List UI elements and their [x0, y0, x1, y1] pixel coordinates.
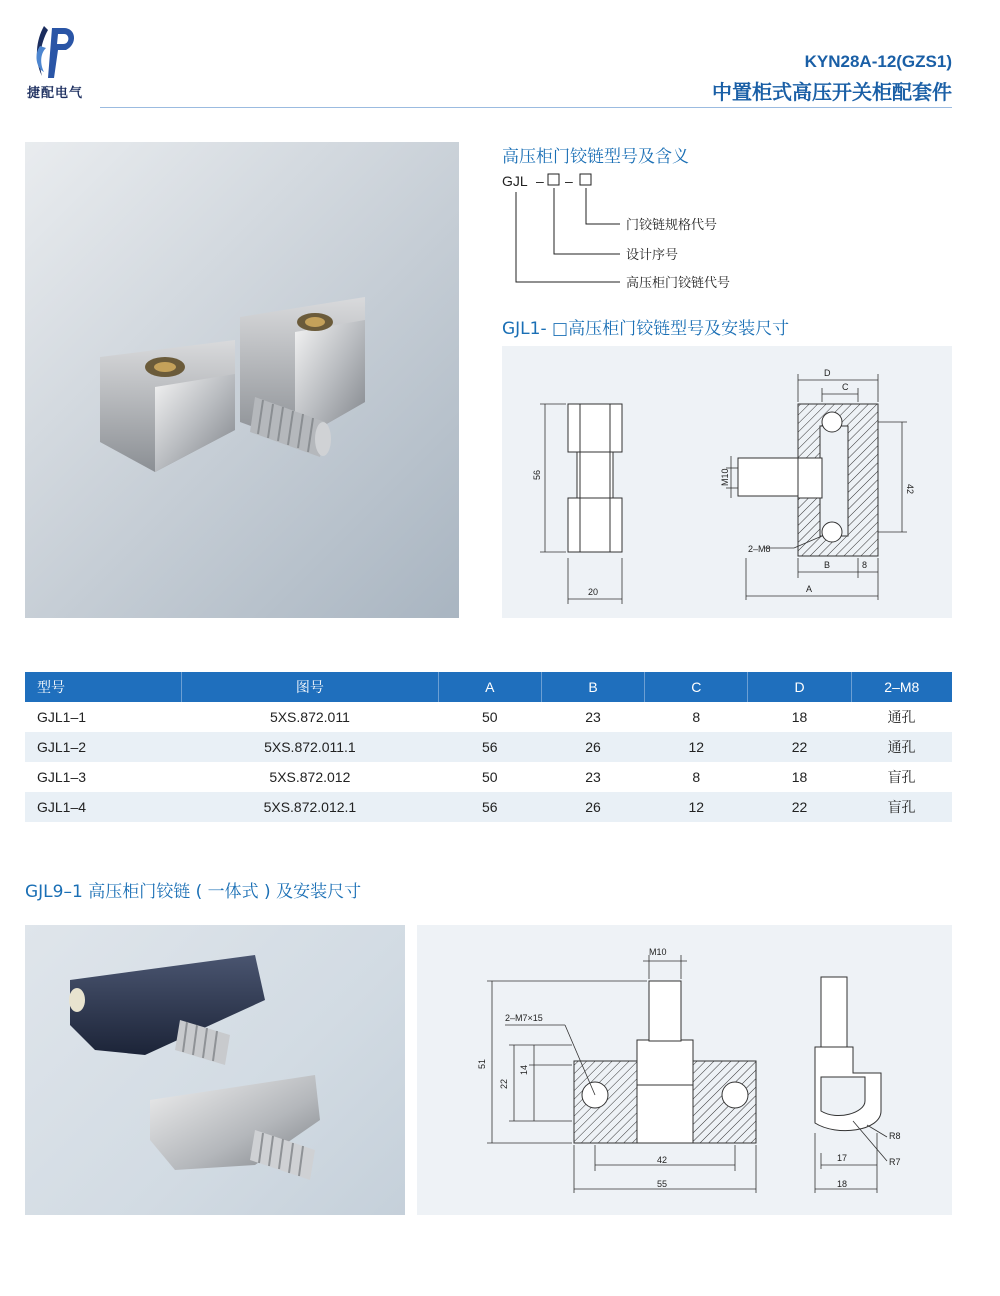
gjl9-dim-14: 14 [519, 1064, 529, 1075]
cell-C: 8 [692, 769, 701, 785]
cell-2M8: 盲孔 [887, 769, 916, 785]
cell-2M8: 通孔 [851, 732, 952, 762]
table-row [25, 762, 952, 792]
code-dash-1: – [536, 173, 544, 189]
cell-drawing-no: 5XS.872.012 [269, 769, 351, 785]
header-title: 中置柜式高压开关柜配套件 [712, 80, 952, 104]
spec-table-header-row [25, 672, 952, 702]
cell-model: GJL1–4 [25, 792, 182, 822]
cell-2M8: 通孔 [887, 709, 916, 725]
cell-A: 50 [482, 709, 498, 725]
cell-C: 12 [645, 792, 748, 822]
cell-model: GJL1–2 [25, 732, 182, 762]
cell-B: 23 [585, 709, 601, 725]
col-header-A: A [438, 672, 541, 702]
table-row [25, 702, 952, 732]
code-box-2 [580, 174, 591, 185]
dim-42: 42 [905, 484, 915, 495]
gjl9-dim-55: 55 [657, 1179, 668, 1189]
company-logo-icon [30, 22, 82, 82]
dim-A: A [806, 584, 813, 594]
hinge-photo-gjl1 [25, 142, 459, 618]
gjl9-section-title: GJL9–1 高压柜门铰链 ( 一体式 ) 及安装尺寸 [25, 882, 362, 902]
col-header-C: C [645, 672, 748, 702]
gjl9-drawing-panel [417, 925, 952, 1215]
hinge-pair-illustration-icon [25, 925, 405, 1215]
cell-2M8: 盲孔 [851, 792, 952, 822]
col-header-2M8: 2–M8 [851, 672, 952, 702]
spec-table [25, 672, 952, 822]
gjl9-dim-R8: R8 [889, 1131, 901, 1141]
meaning-section-title: 高压柜门铰链型号及含义 [502, 147, 689, 167]
code-prefix: GJL [502, 173, 528, 189]
dim-height: 56 [532, 469, 542, 480]
cell-drawing-no: 5XS.872.012.1 [182, 792, 439, 822]
gjl9-technical-drawing [417, 925, 952, 1215]
col-header-model: 型号 [25, 672, 182, 702]
code-dash-2: – [565, 173, 573, 189]
cell-D: 22 [748, 792, 851, 822]
gjl9-dim-hole: 2–M7×15 [505, 1013, 543, 1023]
gjl9-dim-51: 51 [477, 1058, 487, 1069]
gjl9-dim-M10: M10 [649, 947, 667, 957]
gjl9-dim-42: 42 [657, 1155, 668, 1165]
dim-8: 8 [862, 560, 868, 570]
cell-B: 23 [585, 769, 601, 785]
hinge-illustration-icon [25, 142, 459, 618]
brand-name: 捷配电气 [27, 86, 84, 101]
cell-D: 18 [791, 709, 808, 725]
cell-A: 56 [438, 792, 541, 822]
dim-2M8: 2–M8 [748, 544, 771, 554]
code-label-type: 高压柜门铰链代号 [626, 275, 731, 290]
cell-D: 18 [791, 769, 808, 785]
cell-A: 56 [438, 732, 541, 762]
gjl9-dim-22: 22 [499, 1078, 509, 1089]
dim-D: D [824, 368, 831, 378]
cell-D: 22 [748, 732, 851, 762]
hinge-photo-gjl9 [25, 925, 405, 1215]
gjl9-dim-17: 17 [837, 1153, 848, 1163]
gjl1-technical-drawing [502, 346, 952, 618]
cell-B: 26 [541, 732, 644, 762]
code-box-1 [548, 174, 559, 185]
cell-B: 26 [541, 792, 644, 822]
code-label-design: 设计序号 [626, 247, 679, 262]
cell-model: GJL1–1 [37, 709, 87, 725]
dim-C: C [842, 382, 849, 392]
gjl9-dim-R7: R7 [889, 1157, 901, 1167]
table-row [25, 732, 952, 762]
code-label-spec: 门铰链规格代号 [626, 217, 718, 232]
gjl1-drawing-panel [502, 346, 952, 618]
cell-C: 8 [692, 709, 701, 725]
col-header-drawing-no: 图号 [182, 672, 439, 702]
col-header-D: D [748, 672, 851, 702]
header-divider [100, 107, 952, 108]
dim-B: B [824, 560, 831, 570]
cell-model: GJL1–3 [37, 769, 87, 785]
cell-drawing-no: 5XS.872.011.1 [182, 732, 439, 762]
gjl1-section-title: GJL1- □高压柜门铰链型号及安装尺寸 [502, 319, 790, 339]
cell-drawing-no: 5XS.872.011 [269, 709, 350, 725]
cell-A: 50 [482, 769, 498, 785]
table-row [25, 792, 952, 822]
col-header-B: B [541, 672, 644, 702]
header-model: KYN28A-12(GZS1) [804, 52, 952, 71]
model-code-diagram [500, 168, 800, 296]
gjl9-dim-18: 18 [837, 1179, 848, 1189]
dim-width: 20 [588, 587, 599, 597]
cell-C: 12 [645, 732, 748, 762]
dim-M10: M10 [720, 468, 730, 486]
